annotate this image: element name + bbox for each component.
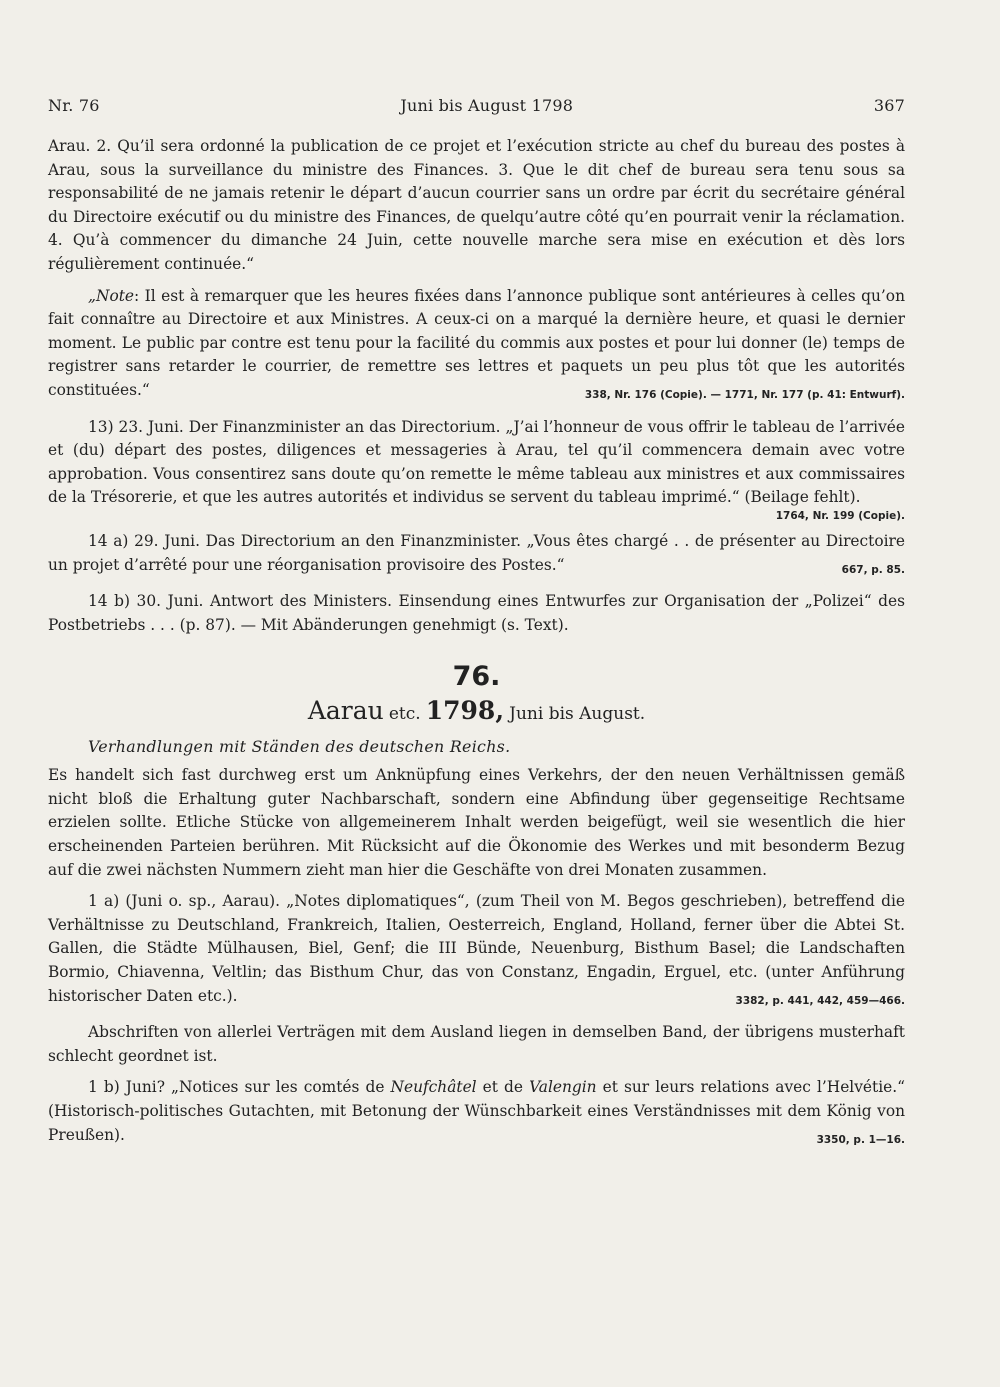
entry-1b-text: 1 b) Juni? „Notices sur les comtés de	[88, 1078, 391, 1097]
paragraph-entry-13: 13) 23. Juni. Der Finanzminister an das Directorium. „J’ai l’honneur de vous offrir le tableau de l’arrivée et (du) départ des postes, diligences et messageries à Arau, tel qu’il commencera demain avec votre approbation. Vous consentirez sans doute qu’on remette le même tableau aux ministres et aux commissaires de la Trésorerie, et que les autres autorités et individus se servent du tableau imprimé.“ (Beilage fehlt).	[48, 417, 905, 507]
entry-1b-place-valengin: Valengin	[529, 1078, 597, 1097]
entry-1b-text: et sur leurs relations avec l’Helvétie.“ (Historisch-politisches Gutachten, mit Betonung der Wünschbarkeit eines Verständnisses mit dem König von Preußen).	[48, 1078, 906, 1144]
document-heading	[48, 696, 905, 725]
paragraph-entry-14a	[48, 530, 905, 582]
paragraph-note	[48, 285, 905, 408]
paragraph-entry-14b: 14 b) 30. Juni. Antwort des Ministers. Einsendung eines Entwurfes zur Organisation der „Polizei“ des Postbetriebs . . . (p. 87). — Mit Abänderungen genehmigt (s. Text).	[48, 592, 905, 634]
source-reference: 1764, Nr. 199 (Copie).	[775, 509, 905, 522]
source-reference: 3382, p. 441, 442, 459—466.	[735, 994, 905, 1007]
entry-1b-place-neufchatel: Neufchâtel	[390, 1078, 477, 1097]
header-title: Juni bis August 1798	[400, 96, 574, 115]
source-reference: 338, Nr. 176 (Copie). — 1771, Nr. 177 (p. 41: Entwurf).	[584, 388, 905, 401]
running-header	[48, 96, 905, 115]
header-page-number: 367	[873, 96, 905, 115]
entry-14a-text: 14 a) 29. Juni. Das Directorium an den Finanzminister. „Vous êtes chargé . . de présenter au Directoire un projet d’arrêté pour une réorganisation provisoire des Postes.“	[48, 531, 905, 574]
source-reference: 667, p. 85.	[841, 563, 905, 576]
note-label: „Note	[88, 286, 134, 305]
source-reference: 3350, p. 1—16.	[816, 1133, 905, 1146]
paragraph-arau-continuation: Arau. 2. Qu’il sera ordonné la publication de ce projet et l’exécution stricte au chef du bureau des postes à Arau, sous la surveillance du ministre des Finances. 3. Que le dit chef de bureau sera tenu sous sa responsabilité de ne jamais retenir le départ d’aucun courrier sans un ordre par écrit du secrétaire général du Directoire exécutif ou du ministre des Finances, de quelqu’autre côté qu’en pourrait venir la réclamation. 4. Qu’à commencer du dimanche 24 Juin, cette nouvelle marche sera mise en exécution et dès lors régulièrement continuée.“	[48, 137, 905, 273]
heading-etc: etc.	[388, 704, 421, 725]
heading-range: Juni bis August.	[509, 704, 646, 725]
paragraph-entry-1b	[48, 1076, 905, 1152]
heading-year: 1798,	[425, 696, 505, 726]
document-number: 76.	[452, 661, 501, 693]
header-number: Nr. 76	[48, 96, 100, 115]
entry-1a-text: 1 a) (Juni o. sp., Aarau). „Notes diplomatiques“, (zum Theil von M. Begos geschrieben), betreffend die Verhältnisse zu Deutschland, Frankreich, Italien, Oesterreich, England, Holland, ferner über die Abtei St. Gallen, die Städte Mülhausen, Biel, Genf; die III Bünde, Neuenburg, Bisthum Basel; die Landschaften Bormio, Chiavenna, Veltlin; das Bisthum Chur, das von Constanz, Engadin, Erguel, etc. (unter Anführung historischer Daten etc.).	[48, 892, 905, 1005]
heading-place: Aarau	[307, 696, 384, 726]
paragraph-entry-1a	[48, 890, 905, 1013]
note-body: : Il est à remarquer que les heures fixées dans l’annonce publique sont antérieures à celles qu’on fait connaître au Directoire et aux Ministres. A ceux-ci on a marqué la dernière heure, et quasi le dernier moment. Le public par contre est tenu pour la facilité du commis aux postes et pour lui donner (le) temps de registrer sans retarder le courrier, de remettre ses lettres et paquets un peu plus tôt que les autorités constituées.“	[48, 286, 905, 399]
entry-1b-text: et de	[476, 1078, 530, 1097]
paragraph-abschriften: Abschriften von allerlei Verträgen mit dem Ausland liegen in demselben Band, der übrigens musterhaft schlecht geordnet ist.	[48, 1023, 905, 1065]
paragraph-intro: Es handelt sich fast durchweg erst um Anknüpfung eines Verkehrs, der den neuen Verhältnissen gemäß nicht bloß die Erhaltung guter Nachbarschaft, sondern eine Abfindung über gegenseitige Rechtsame erzielen sollte. Etliche Stücke von allgemeinerem Inhalt werden beigefügt, weil sie wesentlich die hier erscheinenden Parteien berühren. Mit Rücksicht auf die Ökonomie des Werkes und mit besonderm Bezug auf die zwei nächsten Nummern zieht man hier die Geschäfte von drei Monaten zusammen.	[48, 766, 905, 879]
document-subject: Verhandlungen mit Ständen des deutschen Reichs.	[88, 737, 511, 757]
